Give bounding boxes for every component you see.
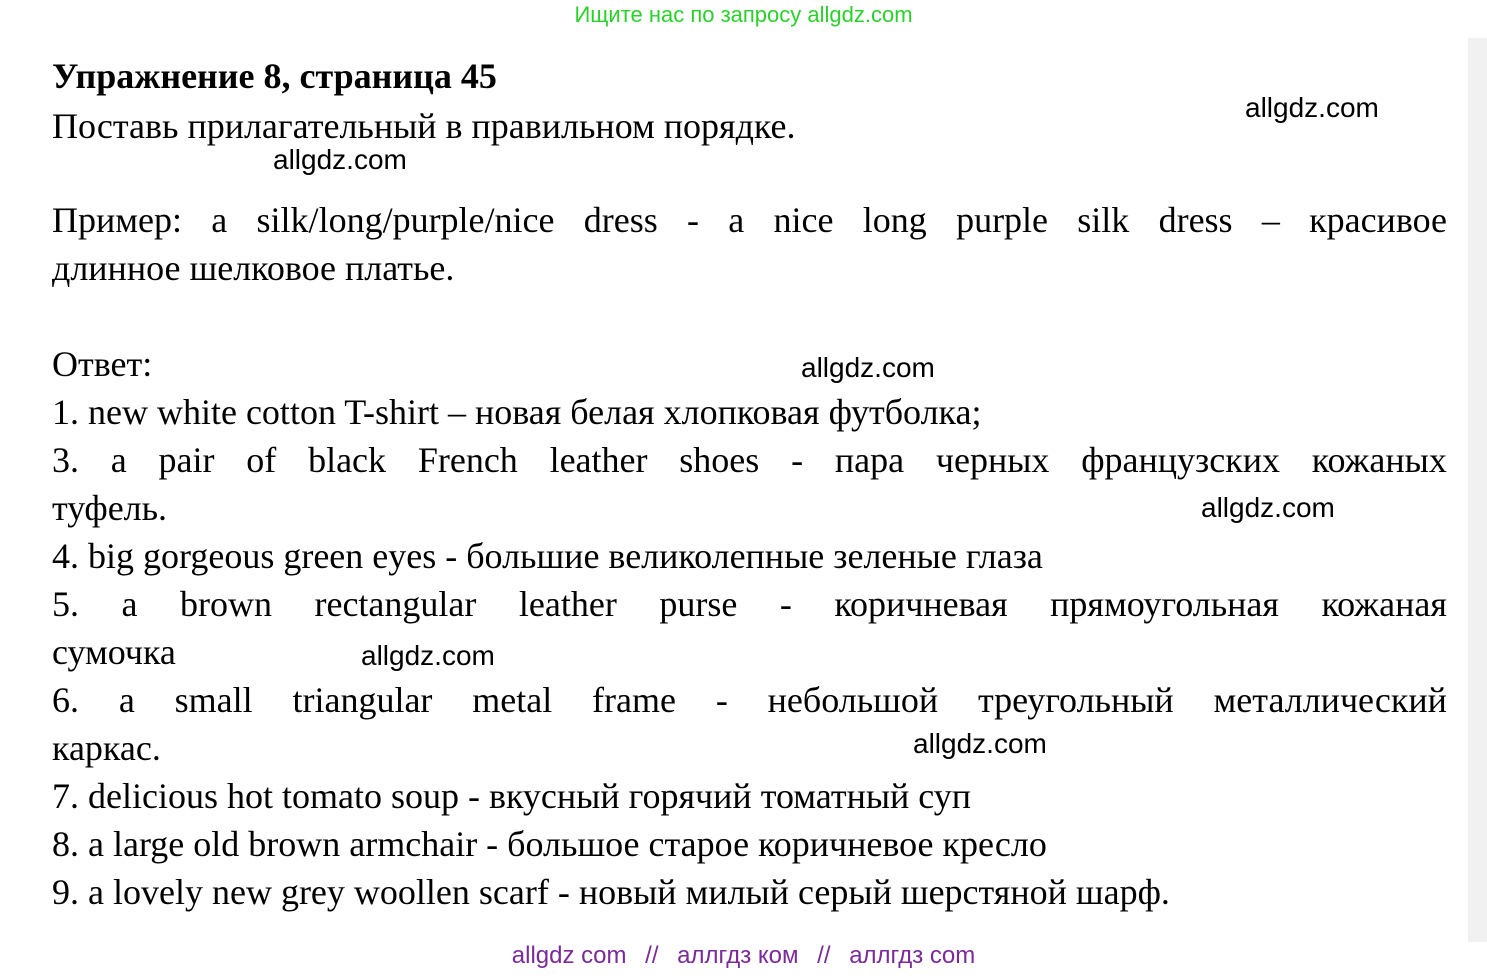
word: французских <box>1081 440 1280 480</box>
word: – <box>1261 200 1280 240</box>
answer-6-line-1 <box>52 676 1447 724</box>
word: черных <box>935 440 1050 480</box>
word: Пример: <box>52 200 183 240</box>
scrollbar-track[interactable] <box>1468 38 1487 942</box>
word: silk/long/purple/nice <box>256 200 555 240</box>
answer-label: Ответ: <box>52 344 153 384</box>
example-line-2: длинное шелковое платье. <box>52 248 455 288</box>
word: кожаная <box>1321 584 1447 624</box>
word: metal <box>472 680 553 720</box>
watermark: allgdz.com <box>273 144 407 175</box>
footer-links <box>0 942 1487 970</box>
answer-item-4: 4. big gorgeous green eyes - большие великолепные зеленые глаза <box>52 536 1043 576</box>
word: - <box>687 200 700 240</box>
word: French <box>417 440 518 480</box>
answer-item-5 <box>52 580 1447 676</box>
word: nice <box>773 200 834 240</box>
word: a <box>110 440 127 480</box>
example-line-1 <box>52 196 1447 244</box>
answer-6-line-2: каркас. <box>52 728 161 768</box>
word: black <box>308 440 387 480</box>
word: прямоугольная <box>1050 584 1279 624</box>
word: frame <box>592 680 676 720</box>
word: 3. <box>52 440 79 480</box>
word: of <box>246 440 277 480</box>
footer-part: allgdz com <box>511 942 627 969</box>
answer-item-7: 7. delicious hot tomato soup - вкусный горячий томатный суп <box>52 776 972 816</box>
watermark: allgdz.com <box>913 728 1047 759</box>
answer-5-line-2: сумочка <box>52 632 176 672</box>
answer-3-line-2: туфель. <box>52 488 168 528</box>
word: purse <box>659 584 738 624</box>
word: dress <box>1158 200 1233 240</box>
word: silk <box>1077 200 1130 240</box>
watermark: allgdz.com <box>1245 92 1379 123</box>
answer-item-1: 1. new white cotton T-shirt – новая белая хлопковая футболка; <box>52 392 982 432</box>
exercise-heading: Упражнение 8, страница 45 <box>52 56 497 96</box>
word: purple <box>956 200 1049 240</box>
word: 6. <box>52 680 79 720</box>
watermark: allgdz.com <box>361 640 495 671</box>
task-instruction: Поставь прилагательный в правильном порядке. <box>52 106 796 146</box>
footer-separator: // <box>817 942 831 969</box>
word: кожаных <box>1311 440 1447 480</box>
answer-item-9: 9. a lovely new grey woollen scarf - новый милый серый шерстяной шарф. <box>52 872 1170 912</box>
word: triangular <box>292 680 433 720</box>
answer-5-line-1 <box>52 580 1447 628</box>
word: - <box>715 680 728 720</box>
footer-part: аллгдз com <box>849 942 976 969</box>
word: коричневая <box>834 584 1008 624</box>
word: a <box>728 200 745 240</box>
word: a <box>121 584 138 624</box>
word: pair <box>158 440 215 480</box>
answer-item-6 <box>52 676 1447 772</box>
answer-3-line-1 <box>52 436 1447 484</box>
word: dress <box>583 200 658 240</box>
word: - <box>779 584 792 624</box>
word: shoes <box>679 440 760 480</box>
example-block <box>52 196 1447 292</box>
word: a <box>118 680 135 720</box>
word: красивое <box>1309 200 1447 240</box>
word: small <box>174 680 253 720</box>
search-banner: Ищите нас по запросу allgdz.com <box>574 2 913 27</box>
word: leather <box>549 440 648 480</box>
watermark: allgdz.com <box>1201 492 1335 523</box>
word: - <box>791 440 804 480</box>
word: long <box>862 200 927 240</box>
word: leather <box>518 584 617 624</box>
word: rectangular <box>314 584 477 624</box>
word: пара <box>834 440 905 480</box>
word: треугольный <box>977 680 1174 720</box>
footer-part: аллгдз ком <box>677 942 799 969</box>
word: металлический <box>1213 680 1447 720</box>
word: a <box>211 200 228 240</box>
watermark: allgdz.com <box>801 352 935 383</box>
word: brown <box>179 584 272 624</box>
word: 5. <box>52 584 79 624</box>
footer-separator: // <box>645 942 659 969</box>
answer-item-8: 8. a large old brown armchair - большое старое коричневое кресло <box>52 824 1047 864</box>
word: небольшой <box>767 680 939 720</box>
